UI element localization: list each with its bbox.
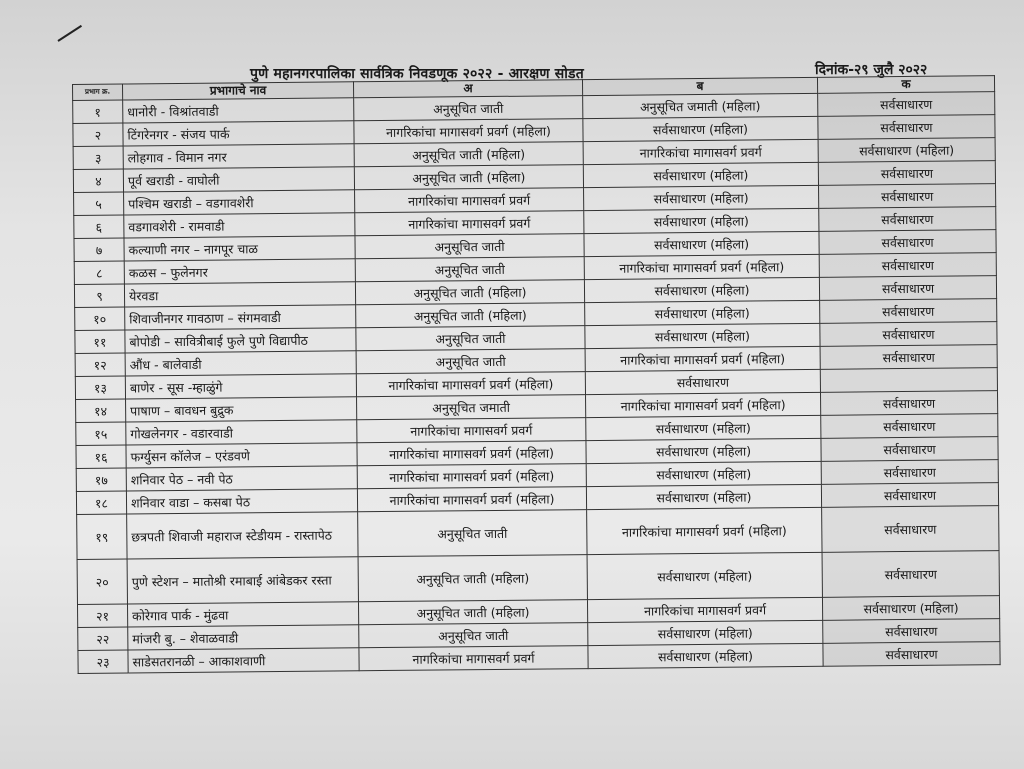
ward-number-cell: १६ bbox=[76, 445, 126, 468]
seat-c-cell: सर्वसाधारण bbox=[822, 506, 999, 553]
ward-number-cell: २३ bbox=[78, 650, 128, 673]
ward-number-cell: १४ bbox=[76, 399, 126, 422]
header-seat-a: अ bbox=[353, 80, 582, 98]
seat-b-cell: सर्वसाधारण (महिला) bbox=[583, 116, 818, 141]
seat-a-cell: अनुसूचित जाती (महिला) bbox=[356, 303, 585, 328]
ward-number-cell: ८ bbox=[74, 261, 124, 284]
document-date: दिनांक-२९ जुलै २०२२ bbox=[815, 62, 928, 78]
seat-b-cell: सर्वसाधारण (महिला) bbox=[584, 185, 819, 210]
seat-b-cell: नागरिकांचा मागासवर्ग प्रवर्ग (महिला) bbox=[585, 346, 820, 371]
seat-c-cell: सर्वसाधारण bbox=[818, 115, 995, 140]
ward-name-cell: बोपोडी – सावित्रीबाई फुले पुणे विद्यापीठ bbox=[125, 328, 356, 353]
seat-c-cell: सर्वसाधारण bbox=[821, 414, 998, 439]
ward-name-cell: पूर्व खराडी - वाघोली bbox=[123, 167, 354, 192]
seat-c-cell: सर्वसाधारण bbox=[819, 253, 996, 278]
seat-b-cell: सर्वसाधारण (महिला) bbox=[584, 277, 819, 302]
ward-number-cell: २ bbox=[73, 123, 123, 146]
ward-number-cell: १५ bbox=[76, 422, 126, 445]
seat-c-cell: सर्वसाधारण bbox=[818, 161, 995, 186]
ward-number-cell: ६ bbox=[74, 215, 124, 238]
ward-name-cell: शनिवार पेठ – नवी पेठ bbox=[126, 466, 357, 491]
ward-name-cell: कोरेगाव पार्क - मुंढवा bbox=[127, 602, 358, 627]
seat-a-cell: नागरिकांचा मागासवर्ग प्रवर्ग (महिला) bbox=[354, 119, 583, 144]
seat-a-cell: अनुसूचित जाती (महिला) bbox=[354, 142, 583, 167]
seat-a-cell: अनुसूचित जाती (महिला) bbox=[358, 600, 587, 625]
seat-b-cell: नागरिकांचा मागासवर्ग प्रवर्ग (महिला) bbox=[586, 392, 821, 417]
seat-a-cell: अनुसूचित जाती bbox=[355, 257, 584, 282]
ward-name-cell: औंध - बालेवाडी bbox=[125, 351, 356, 376]
seat-b-cell: सर्वसाधारण (महिला) bbox=[588, 620, 823, 645]
document-title: पुणे महानगरपालिका सार्वत्रिक निवडणूक २०२२ - आरक्षण सोडत bbox=[250, 66, 584, 82]
seat-c-cell: सर्वसाधारण bbox=[823, 619, 1000, 644]
ward-number-cell: ७ bbox=[74, 238, 124, 261]
ward-name-cell: गोखलेनगर - वडारवाडी bbox=[126, 420, 357, 445]
ward-number-cell: २१ bbox=[77, 604, 127, 627]
ward-name-cell: धानोरी - विश्रांतवाडी bbox=[123, 98, 354, 123]
ward-number-cell: १० bbox=[75, 307, 125, 330]
seat-a-cell: अनुसूचित जाती bbox=[355, 234, 584, 259]
ward-name-cell: मांजरी बु. – शेवाळवाडी bbox=[128, 625, 359, 650]
seat-b-cell: सर्वसाधारण (महिला) bbox=[586, 415, 821, 440]
seat-b-cell: सर्वसाधारण (महिला) bbox=[584, 208, 819, 233]
ward-name-cell: फर्ग्युसन कॉलेज – एरंडवणे bbox=[126, 443, 357, 468]
ward-number-cell: १ bbox=[73, 100, 123, 123]
ward-number-cell: ११ bbox=[75, 330, 125, 353]
seat-c-cell: सर्वसाधारण bbox=[821, 460, 998, 485]
seat-c-cell: सर्वसाधारण bbox=[820, 345, 997, 370]
seat-b-cell: नागरिकांचा मागासवर्ग प्रवर्ग bbox=[583, 139, 818, 164]
seat-c-cell: सर्वसाधारण bbox=[819, 184, 996, 209]
ward-name-cell: बाणेर - सूस -म्हाळुंगे bbox=[125, 374, 356, 399]
ward-number-cell: १९ bbox=[77, 514, 127, 559]
seat-c-cell: सर्वसाधारण (महिला) bbox=[822, 596, 999, 621]
seat-a-cell: अनुसूचित जाती (महिला) bbox=[354, 165, 583, 190]
seat-b-cell: सर्वसाधारण (महिला) bbox=[585, 300, 820, 325]
seat-c-cell: सर्वसाधारण bbox=[819, 230, 996, 255]
seat-a-cell: अनुसूचित जाती bbox=[354, 96, 583, 121]
seat-a-cell: अनुसूचित जाती bbox=[356, 326, 585, 351]
seat-c-cell: सर्वसाधारण bbox=[820, 391, 997, 416]
seat-c-cell: सर्वसाधारण bbox=[821, 483, 998, 508]
seat-a-cell: नागरिकांचा मागासवर्ग प्रवर्ग (महिला) bbox=[357, 441, 586, 466]
seat-a-cell: नागरिकांचा मागासवर्ग प्रवर्ग bbox=[355, 211, 584, 236]
seat-c-cell: सर्वसाधारण bbox=[820, 322, 997, 347]
seat-c-cell bbox=[820, 368, 997, 393]
seat-a-cell: नागरिकांचा मागासवर्ग प्रवर्ग (महिला) bbox=[356, 372, 585, 397]
reservation-table bbox=[72, 75, 1001, 674]
ward-name-cell: शनिवार वाडा – कसबा पेठ bbox=[126, 489, 357, 514]
seat-b-cell: अनुसूचित जमाती (महिला) bbox=[583, 93, 818, 118]
seat-b-cell: नागरिकांचा मागासवर्ग प्रवर्ग bbox=[587, 597, 822, 622]
seat-a-cell: अनुसूचित जाती bbox=[359, 623, 588, 648]
ward-name-cell: पश्चिम खराडी – वडगावशेरी bbox=[124, 190, 355, 215]
seat-b-cell: नागरिकांचा मागासवर्ग प्रवर्ग (महिला) bbox=[584, 254, 819, 279]
seat-a-cell: अनुसूचित जाती bbox=[356, 349, 585, 374]
seat-c-cell: सर्वसाधारण bbox=[821, 437, 998, 462]
header-ward-name: प्रभागाचे नाव bbox=[123, 82, 354, 100]
ward-name-cell: टिंगरेनगर - संजय पार्क bbox=[123, 121, 354, 146]
ward-name-cell: येरवडा bbox=[124, 282, 355, 307]
ward-number-cell: २० bbox=[77, 559, 127, 604]
seat-a-cell: नागरिकांचा मागासवर्ग प्रवर्ग bbox=[357, 418, 586, 443]
ward-name-cell: कल्याणी नगर – नागपूर चाळ bbox=[124, 236, 355, 261]
header-ward-number: प्रभाग क्र. bbox=[73, 84, 123, 100]
seat-a-cell: नागरिकांचा मागासवर्ग प्रवर्ग bbox=[355, 188, 584, 213]
seat-b-cell: सर्वसाधारण (महिला) bbox=[586, 438, 821, 463]
seat-c-cell: सर्वसाधारण bbox=[818, 92, 995, 117]
seat-a-cell: अनुसूचित जाती (महिला) bbox=[358, 555, 587, 602]
ward-number-cell: ९ bbox=[74, 284, 124, 307]
ward-number-cell: ३ bbox=[73, 146, 123, 169]
header-seat-c: क bbox=[817, 76, 994, 94]
seat-b-cell: सर्वसाधारण (महिला) bbox=[585, 323, 820, 348]
ward-number-cell: १८ bbox=[76, 491, 126, 514]
ward-number-cell: १३ bbox=[75, 376, 125, 399]
seat-b-cell: नागरिकांचा मागासवर्ग प्रवर्ग (महिला) bbox=[587, 507, 822, 554]
seat-a-cell: नागरिकांचा मागासवर्ग प्रवर्ग (महिला) bbox=[357, 487, 586, 512]
seat-b-cell: सर्वसाधारण (महिला) bbox=[588, 643, 823, 668]
seat-b-cell: सर्वसाधारण (महिला) bbox=[586, 484, 821, 509]
ward-name-cell: शिवाजीनगर गावठाण – संगमवाडी bbox=[125, 305, 356, 330]
ward-name-cell: साडेसतरानळी – आकाशवाणी bbox=[128, 648, 359, 673]
ward-name-cell: कळस – फुलेनगर bbox=[124, 259, 355, 284]
ward-name-cell: लोहगाव - विमान नगर bbox=[123, 144, 354, 169]
seat-a-cell: अनुसूचित जाती bbox=[358, 510, 587, 557]
seat-b-cell: सर्वसाधारण (महिला) bbox=[584, 231, 819, 256]
ward-number-cell: १७ bbox=[76, 468, 126, 491]
seat-a-cell: नागरिकांचा मागासवर्ग प्रवर्ग (महिला) bbox=[357, 464, 586, 489]
seat-c-cell: सर्वसाधारण bbox=[822, 551, 999, 598]
seat-b-cell: सर्वसाधारण (महिला) bbox=[586, 461, 821, 486]
seat-c-cell: सर्वसाधारण bbox=[820, 299, 997, 324]
seat-a-cell: अनुसूचित जमाती bbox=[357, 395, 586, 420]
ward-name-cell: पुणे स्टेशन – मातोश्री रमाबाई आंबेडकर रस्ता bbox=[127, 557, 358, 604]
seat-b-cell: सर्वसाधारण (महिला) bbox=[583, 162, 818, 187]
seat-c-cell: सर्वसाधारण bbox=[823, 642, 1000, 667]
seat-a-cell: अनुसूचित जाती (महिला) bbox=[355, 280, 584, 305]
header-seat-b: ब bbox=[582, 77, 817, 95]
ward-name-cell: पाषाण – बावधन बुद्रुक bbox=[126, 397, 357, 422]
pen-stroke-mark bbox=[57, 25, 82, 42]
seat-b-cell: सर्वसाधारण (महिला) bbox=[587, 552, 822, 599]
ward-number-cell: ५ bbox=[74, 192, 124, 215]
seat-c-cell: सर्वसाधारण (महिला) bbox=[818, 138, 995, 163]
ward-name-cell: छत्रपती शिवाजी महाराज स्टेडीयम - रास्तापेठ bbox=[127, 512, 358, 559]
ward-number-cell: ४ bbox=[73, 169, 123, 192]
ward-number-cell: १२ bbox=[75, 353, 125, 376]
seat-b-cell: सर्वसाधारण bbox=[585, 369, 820, 394]
seat-a-cell: नागरिकांचा मागासवर्ग प्रवर्ग bbox=[359, 646, 588, 671]
seat-c-cell: सर्वसाधारण bbox=[819, 276, 996, 301]
ward-name-cell: वडगावशेरी - रामवाडी bbox=[124, 213, 355, 238]
ward-number-cell: २२ bbox=[78, 627, 128, 650]
seat-c-cell: सर्वसाधारण bbox=[819, 207, 996, 232]
